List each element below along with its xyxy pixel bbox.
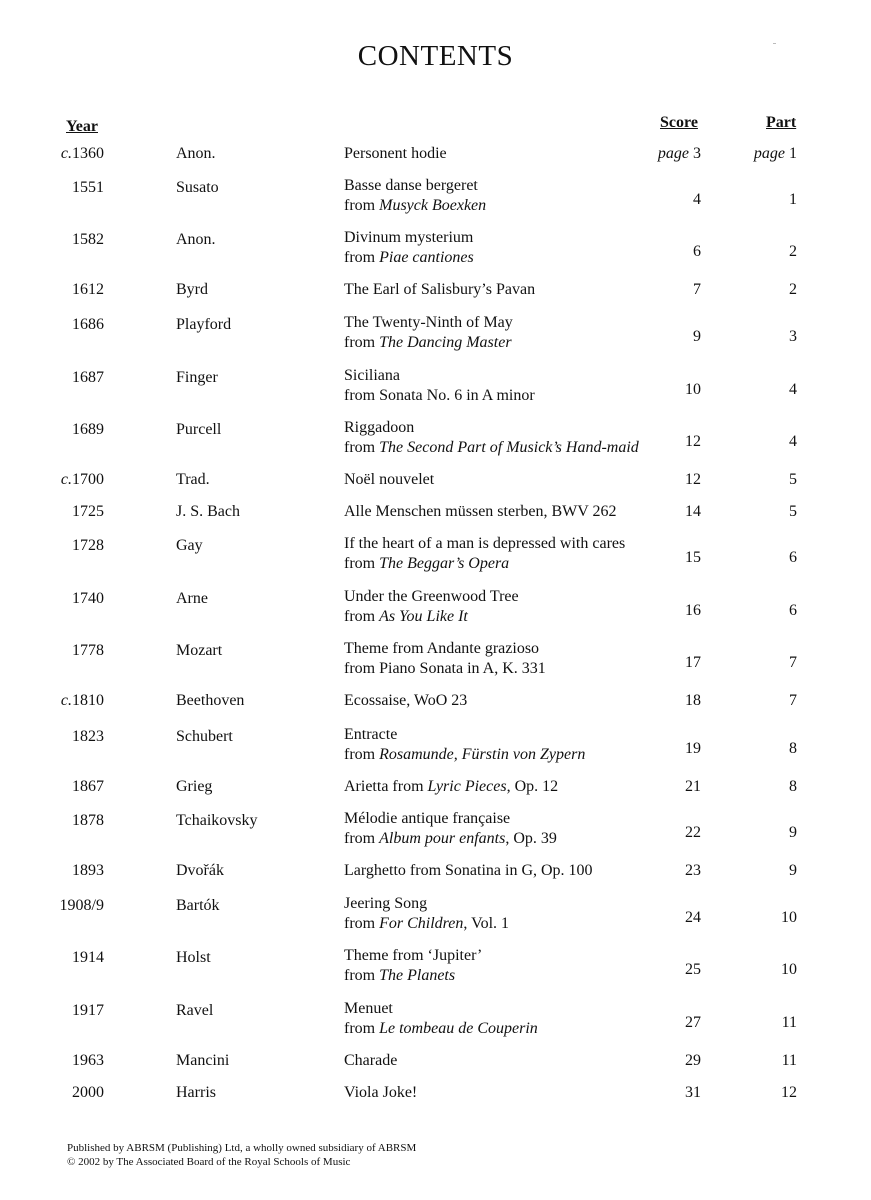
footer-publisher-line: Published by ABRSM (Publishing) Ltd, a wholly owned subsidiary of ABRSM xyxy=(67,1142,417,1154)
entry-part-page: 10 xyxy=(781,961,797,978)
entry-title xyxy=(344,503,617,521)
entry-source-title: The Beggar’s Opera xyxy=(379,555,510,572)
entry-title xyxy=(344,778,558,796)
entry-part-page: 6 xyxy=(789,602,797,619)
entry-score-page: 9 xyxy=(693,328,701,345)
entry-source-title: Rosamunde, Fürstin von Zypern xyxy=(379,746,586,763)
entry-composer: Dvořák xyxy=(176,862,224,879)
entry-source: from Le tombeau de Couperin xyxy=(344,1020,538,1037)
entry-source: from The Second Part of Musick’s Hand-maid xyxy=(344,439,639,456)
entry-composer: Grieg xyxy=(176,778,213,795)
entry-title-text: Divinum mysterium xyxy=(344,229,474,246)
entry-title-text: Jeering Song xyxy=(344,895,428,912)
entry-year: 1778 xyxy=(72,642,104,659)
entry-year: 1917 xyxy=(72,1002,104,1019)
entry-title xyxy=(344,471,434,489)
entry-part-page: 7 xyxy=(789,654,797,671)
entry-source: from Album pour enfants, Op. 39 xyxy=(344,830,557,847)
entry-title xyxy=(344,810,557,847)
entry-composer: Trad. xyxy=(176,471,210,488)
entry-title-text: Under the Greenwood Tree xyxy=(344,588,519,605)
entry-composer: Tchaikovsky xyxy=(176,812,258,829)
entry-title-text: Entracte xyxy=(344,726,398,743)
entry-composer: Harris xyxy=(176,1084,216,1101)
entry-source-suffix: , Op. 39 xyxy=(505,830,557,847)
entry-title xyxy=(344,229,474,266)
entry-score-page: 19 xyxy=(685,740,701,757)
column-header-score: Score xyxy=(660,114,698,131)
entry-title-text: Personent hodie xyxy=(344,145,447,162)
entry-part-page: page 1 xyxy=(753,145,797,162)
entry-title xyxy=(344,314,513,351)
entry-composer: Bartók xyxy=(176,897,220,914)
entry-year: 1582 xyxy=(72,231,104,248)
entry-title xyxy=(344,726,586,763)
entry-score-page: 16 xyxy=(685,602,701,619)
entry-source-title: Le tombeau de Couperin xyxy=(379,1020,538,1037)
entry-source: from For Children, Vol. 1 xyxy=(344,915,510,932)
entry-part-page: 3 xyxy=(789,328,797,345)
entry-composer: Mozart xyxy=(176,642,223,659)
entry-part-page: 2 xyxy=(789,243,797,260)
entry-source: from Rosamunde, Fürstin von Zypern xyxy=(344,746,586,763)
entry-source: from The Dancing Master xyxy=(344,334,512,351)
entry-title-text: Siciliana xyxy=(344,367,400,384)
entry-title xyxy=(344,692,467,710)
entry-title-text: Basse danse bergeret xyxy=(344,177,478,194)
entry-source-suffix: , Vol. 1 xyxy=(463,915,510,932)
entry-part-page: 4 xyxy=(789,381,797,398)
entry-part-page: 5 xyxy=(789,471,797,488)
entry-score-page: page 3 xyxy=(657,145,701,162)
entry-title xyxy=(344,862,593,880)
entry-part-page: 7 xyxy=(789,692,797,709)
entry-composer: Anon. xyxy=(176,231,216,248)
entry-composer: Holst xyxy=(176,949,211,966)
entry-composer: Purcell xyxy=(176,421,222,438)
entry-source: from The Beggar’s Opera xyxy=(344,555,510,572)
column-header-part: Part xyxy=(766,114,797,131)
entry-year: 1893 xyxy=(72,862,104,879)
entry-year: 1867 xyxy=(72,778,104,795)
entry-year: c.1700 xyxy=(60,471,104,488)
entry-composer: J. S. Bach xyxy=(176,503,240,520)
entry-score-page: 31 xyxy=(685,1084,701,1101)
page-title: CONTENTS xyxy=(357,40,514,72)
entry-composer: Playford xyxy=(176,316,232,333)
entry-score-page: 22 xyxy=(685,824,701,841)
entry-year: c.1360 xyxy=(60,145,104,162)
entry-title-text: Alle Menschen müssen sterben, BWV 262 xyxy=(344,503,617,520)
entry-title-suffix: , Op. 12 xyxy=(506,778,559,795)
entry-part-page: 8 xyxy=(789,778,797,795)
entry-score-page: 4 xyxy=(693,191,701,208)
entry-year: 1686 xyxy=(72,316,104,333)
entry-source: from Piano Sonata in A, K. 331 xyxy=(344,660,546,677)
entry-part-page: 12 xyxy=(781,1084,797,1101)
entry-year: 1740 xyxy=(72,590,104,607)
entry-title xyxy=(344,367,535,404)
entry-score-page: 24 xyxy=(685,909,701,926)
column-header-year: Year xyxy=(66,118,98,135)
entry-part-page: 8 xyxy=(789,740,797,757)
entry-source-title: As You Like It xyxy=(379,608,468,625)
entry-part-page: 11 xyxy=(781,1014,797,1031)
entry-part-page: 9 xyxy=(789,862,797,879)
entry-title-text: Charade xyxy=(344,1052,398,1069)
entry-year: 1878 xyxy=(72,812,104,829)
entry-title-italic: Lyric Pieces xyxy=(427,778,507,795)
entry-title-text: Theme from ‘Jupiter’ xyxy=(344,947,483,964)
entry-year: 1689 xyxy=(72,421,104,438)
entry-composer: Susato xyxy=(176,179,219,196)
entry-title-text: Arietta from xyxy=(344,778,428,795)
entry-source-title: Musyck Boexken xyxy=(379,197,487,214)
entry-year: 2000 xyxy=(72,1084,104,1101)
entry-year: 1823 xyxy=(72,728,104,745)
entry-source-title: The Planets xyxy=(379,967,456,984)
entry-composer: Byrd xyxy=(176,281,208,298)
entry-score-page: 15 xyxy=(685,549,701,566)
entry-score-page: 17 xyxy=(685,654,701,671)
entry-part-page: 4 xyxy=(789,433,797,450)
entry-part-page: 5 xyxy=(789,503,797,520)
entry-score-page: 29 xyxy=(685,1052,701,1069)
entry-title xyxy=(344,419,639,456)
entry-year: 1687 xyxy=(72,369,104,386)
entry-composer: Finger xyxy=(176,369,218,386)
entry-year: c.1810 xyxy=(60,692,104,709)
footer-copyright-line: © 2002 by The Associated Board of the Royal Schools of Music xyxy=(67,1156,351,1168)
entry-title-text: The Earl of Salisbury’s Pavan xyxy=(344,281,536,298)
entry-source-title: Piae cantiones xyxy=(379,249,474,266)
entry-source: from Sonata No. 6 in A minor xyxy=(344,387,535,404)
entry-year: 1963 xyxy=(72,1052,104,1069)
entry-title-text: Larghetto from Sonatina in G, Op. 100 xyxy=(344,862,593,879)
entry-score-page: 6 xyxy=(693,243,701,260)
entry-title-text: Mélodie antique française xyxy=(344,810,511,827)
entry-part-page: 1 xyxy=(789,191,797,208)
entry-composer: Arne xyxy=(176,590,208,607)
entry-score-page: 12 xyxy=(685,471,701,488)
entry-title xyxy=(344,145,447,163)
entry-part-page: 10 xyxy=(781,909,797,926)
entry-composer: Schubert xyxy=(176,728,233,745)
entry-score-page: 21 xyxy=(685,778,701,795)
entry-title-text: Viola Joke! xyxy=(344,1084,418,1101)
entry-year: 1908/9 xyxy=(59,897,104,914)
entry-part-page: 11 xyxy=(781,1052,797,1069)
entry-composer: Beethoven xyxy=(176,692,245,709)
entry-source-title: Album pour enfants xyxy=(379,830,506,847)
entry-title xyxy=(344,177,487,214)
entry-title xyxy=(344,895,510,932)
entry-source: from As You Like It xyxy=(344,608,468,625)
entry-year: 1728 xyxy=(72,537,104,554)
entry-title xyxy=(344,281,535,299)
entry-year: 1612 xyxy=(72,281,104,298)
entry-source-title: For Children xyxy=(379,915,464,932)
entry-score-page: 18 xyxy=(685,692,701,709)
entry-part-page: 9 xyxy=(789,824,797,841)
entry-title xyxy=(344,535,626,572)
entry-title-text: Riggadoon xyxy=(344,419,415,436)
entry-title-text: If the heart of a man is depressed with cares xyxy=(344,535,626,552)
entry-composer: Gay xyxy=(176,537,203,554)
entry-source: from Musyck Boexken xyxy=(344,197,487,214)
entry-score-page: 7 xyxy=(693,281,701,298)
entry-source: from The Planets xyxy=(344,967,456,984)
entry-title xyxy=(344,1000,538,1037)
entry-title-text: Menuet xyxy=(344,1000,393,1017)
entry-title xyxy=(344,588,519,625)
entry-score-page: 10 xyxy=(685,381,701,398)
entry-title xyxy=(344,1084,417,1102)
entry-title xyxy=(344,640,546,677)
entry-source-title: The Second Part of Musick’s Hand-maid xyxy=(379,439,639,456)
entry-year: 1551 xyxy=(72,179,104,196)
entry-score-page: 25 xyxy=(685,961,701,978)
entry-composer: Anon. xyxy=(176,145,216,162)
entry-score-page: 23 xyxy=(685,862,701,879)
entry-title-text: Noël nouvelet xyxy=(344,471,435,488)
entry-score-page: 12 xyxy=(685,433,701,450)
entry-title-text: Ecossaise, WoO 23 xyxy=(344,692,468,709)
entry-year: 1725 xyxy=(72,503,104,520)
entry-title-text: The Twenty-Ninth of May xyxy=(344,314,513,331)
entry-part-page: 6 xyxy=(789,549,797,566)
entry-title-text: Theme from Andante grazioso xyxy=(344,640,540,657)
entry-composer: Mancini xyxy=(176,1052,230,1069)
entry-score-page: 27 xyxy=(685,1014,701,1031)
publisher-footer xyxy=(67,1141,416,1169)
entry-source: from Piae cantiones xyxy=(344,249,474,266)
entry-source-title: The Dancing Master xyxy=(379,334,512,351)
entry-year: 1914 xyxy=(72,949,104,966)
entry-title xyxy=(344,1052,397,1070)
entry-composer: Ravel xyxy=(176,1002,214,1019)
entry-score-page: 14 xyxy=(685,503,701,520)
entry-title xyxy=(344,947,483,984)
entry-part-page: 2 xyxy=(789,281,797,298)
